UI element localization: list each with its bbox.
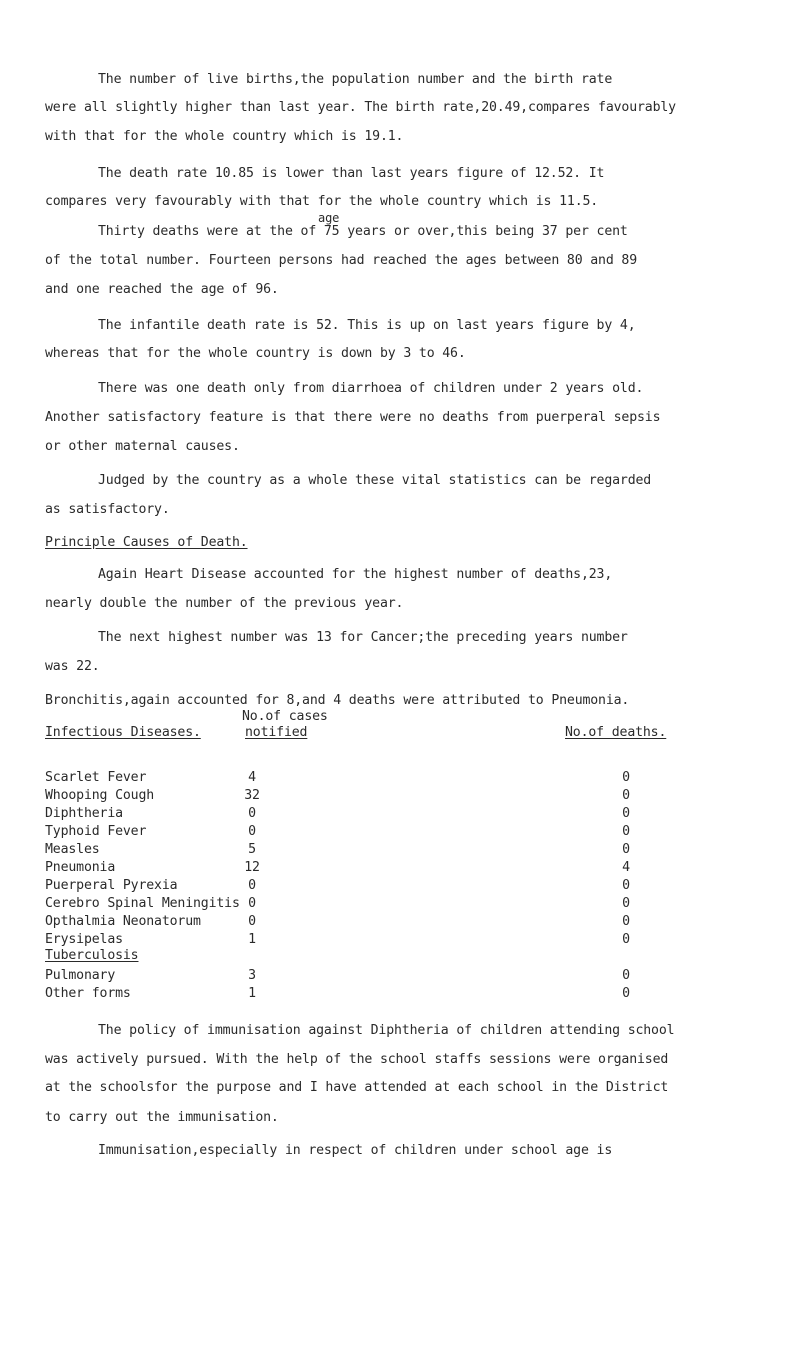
heart-disease-line-2: nearly double the number of the previous year. xyxy=(45,596,404,611)
disease-name: Typhoid Fever xyxy=(45,824,147,839)
cases-notified: 0 xyxy=(248,824,256,839)
judged-line-2: as satisfactory. xyxy=(45,502,170,517)
death-rate-line-3: Thirty deaths were at the of 75 years or over,this being 37 per cent xyxy=(98,224,628,239)
cases-notified: 1 xyxy=(248,986,256,1001)
deaths-count: 0 xyxy=(622,770,630,785)
disease-name: Scarlet Fever xyxy=(45,770,147,785)
table-row xyxy=(0,770,801,788)
deaths-count: 0 xyxy=(622,788,630,803)
table-col-cases-1: No.of cases xyxy=(242,709,328,724)
disease-name: Other forms xyxy=(45,986,131,1001)
table-row xyxy=(0,788,801,806)
deaths-count: 0 xyxy=(622,806,630,821)
deaths-count: 0 xyxy=(622,878,630,893)
death-rate-line-2: compares very favourably with that for the whole country which is 11.5. xyxy=(45,194,599,209)
birth-rate-line-1: The number of live births,the population number and the birth rate xyxy=(98,72,613,87)
disease-name: Puerperal Pyrexia xyxy=(45,878,178,893)
cases-notified: 0 xyxy=(248,896,256,911)
cancer-line-2: was 22. xyxy=(45,659,100,674)
immunisation-under-school-age-line: Immunisation,especially in respect of children under school age is xyxy=(98,1143,613,1158)
infantile-death-line-1: The infantile death rate is 52. This is up on last years figure by 4, xyxy=(98,318,636,333)
cancer-line-1: The next highest number was 13 for Cancer;the preceding years number xyxy=(98,630,628,645)
birth-rate-line-2: were all slightly higher than last year. The birth rate,20.49,compares favourably xyxy=(45,100,676,115)
cases-notified: 4 xyxy=(248,770,256,785)
disease-name: Erysipelas xyxy=(45,932,123,947)
cases-notified: 32 xyxy=(244,788,260,803)
cases-notified: 0 xyxy=(248,914,256,929)
deaths-count: 0 xyxy=(622,932,630,947)
death-rate-line-4: of the total number. Fourteen persons had reached the ages between 80 and 89 xyxy=(45,253,638,268)
disease-name: Diphtheria xyxy=(45,806,123,821)
disease-name: Opthalmia Neonatorum xyxy=(45,914,201,929)
immunisation-line-4: to carry out the immunisation. xyxy=(45,1110,279,1125)
disease-name: Pneumonia xyxy=(45,860,116,875)
deaths-count: 0 xyxy=(622,896,630,911)
heart-disease-line-1: Again Heart Disease accounted for the highest number of deaths,23, xyxy=(98,567,613,582)
infantile-death-line-2: whereas that for the whole country is down by 3 to 46. xyxy=(45,346,466,361)
deaths-count: 4 xyxy=(622,860,630,875)
heading-principle-causes: Principle Causes of Death. xyxy=(45,535,248,550)
death-rate-line-5: and one reached the age of 96. xyxy=(45,282,279,297)
birth-rate-line-3: with that for the whole country which is 19.1. xyxy=(45,129,404,144)
table-row xyxy=(0,878,801,896)
table-row xyxy=(0,806,801,824)
immunisation-line-2: was actively pursued. With the help of the school staffs sessions were organised xyxy=(45,1052,669,1067)
deaths-count: 0 xyxy=(622,986,630,1001)
table-row xyxy=(0,824,801,842)
immunisation-line-3: at the schoolsfor the purpose and I have attended at each school in the District xyxy=(45,1080,669,1095)
diarrhoea-line-2: Another satisfactory feature is that there were no deaths from puerperal sepsis xyxy=(45,410,661,425)
cases-notified: 0 xyxy=(248,806,256,821)
cases-notified: 5 xyxy=(248,842,256,857)
immunisation-line-1: The policy of immunisation against Diphtheria of children attending school xyxy=(98,1023,675,1038)
handwritten-insert-age: age xyxy=(318,211,340,225)
table-row xyxy=(0,914,801,932)
table-row xyxy=(0,986,801,1004)
table-col-cases-2: notified xyxy=(245,725,308,740)
table-row xyxy=(0,968,801,986)
table-title-infectious-diseases: Infectious Diseases. xyxy=(45,725,201,740)
table-row xyxy=(0,896,801,914)
disease-name: Pulmonary xyxy=(45,968,116,983)
table-col-deaths: No.of deaths. xyxy=(565,725,667,740)
cases-notified: 0 xyxy=(248,878,256,893)
cases-notified: 1 xyxy=(248,932,256,947)
table-row xyxy=(0,860,801,878)
deaths-count: 0 xyxy=(622,824,630,839)
deaths-count: 0 xyxy=(622,914,630,929)
table-row-tuberculosis-heading xyxy=(0,948,801,966)
disease-name: Cerebro Spinal Meningitis xyxy=(45,896,240,911)
deaths-count: 0 xyxy=(622,842,630,857)
diarrhoea-line-1: There was one death only from diarrhoea of children under 2 years old. xyxy=(98,381,644,396)
bronchitis-line: Bronchitis,again accounted for 8,and 4 deaths were attributed to Pneumonia. xyxy=(45,693,630,708)
tuberculosis-heading: Tuberculosis xyxy=(45,948,139,963)
cases-notified: 12 xyxy=(244,860,260,875)
death-rate-line-1: The death rate 10.85 is lower than last years figure of 12.52. It xyxy=(98,166,605,181)
disease-name: Whooping Cough xyxy=(45,788,155,803)
deaths-count: 0 xyxy=(622,968,630,983)
disease-name: Measles xyxy=(45,842,100,857)
table-row xyxy=(0,842,801,860)
judged-line-1: Judged by the country as a whole these vital statistics can be regarded xyxy=(98,473,652,488)
cases-notified: 3 xyxy=(248,968,256,983)
diarrhoea-line-3: or other maternal causes. xyxy=(45,439,240,454)
